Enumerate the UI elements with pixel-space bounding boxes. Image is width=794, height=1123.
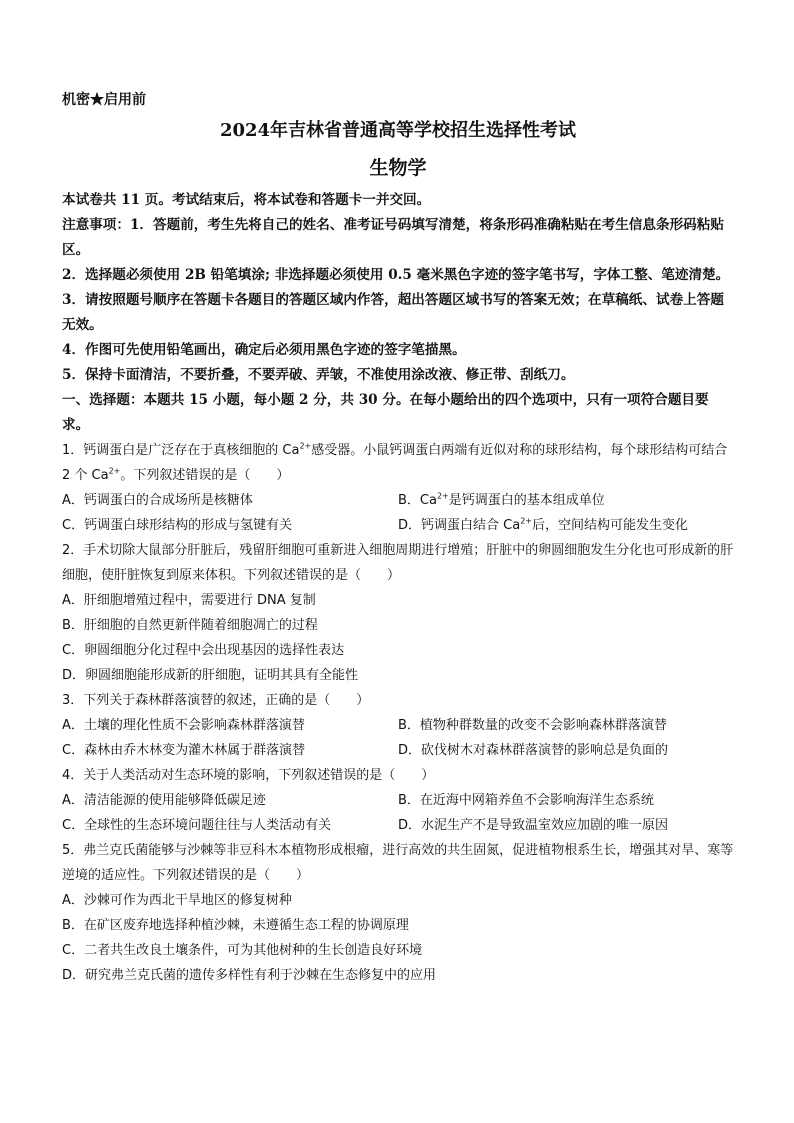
question-4 (62, 763, 734, 838)
note-2: 2．选择题必须使用 2B 铅笔填涂; 非选择题必须使用 0.5 毫米黑色字迹的签字笔书写，字体工整、笔迹清楚。 (62, 267, 730, 283)
option-d: D．卵圆细胞能形成新的肝细胞，证明其具有全能性 (62, 668, 359, 683)
question-5 (62, 838, 734, 988)
option-c: C．卵圆细胞分化过程中会出现基因的选择性表达 (62, 643, 345, 658)
confidential-label: 机密★启用前 (62, 92, 146, 108)
option-d: D．研究弗兰克氏菌的遗传多样性有利于沙棘在生态修复中的应用 (62, 968, 437, 983)
option-d: D．水泥生产不是导致温室效应加剧的唯一原因 (398, 818, 669, 833)
note-1: 注意事项：1．答题前，考生先将自己的姓名、准考证号码填写清楚，将条形码准确粘贴在考生信息条形码粘贴区。 (62, 217, 724, 258)
exam-page (62, 86, 734, 988)
option-d: D．砍伐树木对森林群落演替的影响总是负面的 (398, 743, 669, 758)
question-stem: 2．手术切除大鼠部分肝脏后，残留肝细胞可重新进入细胞周期进行增殖；肝脏中的卵圆细胞发生分化也可形成新的肝细胞，使肝脏恢复到原来体积。下列叙述错误的是（ ） (62, 543, 734, 583)
option-a: A．肝细胞增殖过程中，需要进行 DNA 复制 (62, 593, 316, 608)
option-b: B．植物种群数量的改变不会影响森林群落演替 (398, 718, 667, 733)
option-a: A．钙调蛋白的合成场所是核糖体 (62, 493, 253, 508)
option-c: C．钙调蛋白球形结构的形成与氢键有关 (62, 518, 293, 533)
option-b: B．在矿区废弃地选择种植沙棘，未遵循生态工程的协调原理 (62, 918, 409, 933)
question-2 (62, 538, 734, 688)
note-3: 3．请按照题号顺序在答题卡各题目的答题区域内作答，超出答题区域书写的答案无效；在草稿纸、试卷上答题无效。 (62, 292, 724, 333)
note-4: 4．作图可先使用铅笔画出，确定后必须用黑色字迹的签字笔描黑。 (62, 342, 466, 358)
question-stem: 3．下列关于森林群落演替的叙述，正确的是（ ） (62, 693, 370, 708)
question-1 (62, 438, 734, 538)
section-heading: 一、选择题：本题共 15 小题，每小题 2 分，共 30 分。在每小题给出的四个选项中，只有一项符合题目要求。 (62, 392, 709, 433)
note-5: 5．保持卡面清洁，不要折叠，不要弄破、弄皱，不准使用涂改液、修正带、刮纸刀。 (62, 367, 575, 383)
question-stem: 4．关于人类活动对生态环境的影响，下列叙述错误的是（ ） (62, 768, 435, 783)
option-a: A．清洁能源的使用能够降低碳足迹 (62, 793, 266, 808)
question-stem: 5．弗兰克氏菌能够与沙棘等非豆科木本植物形成根瘤，进行高效的共生固氮，促进植物根系生长，增强其对旱、寒等逆境的适应性。下列叙述错误的是（ ） (62, 843, 734, 883)
note-pages: 本试卷共 11 页。考试结束后，将本试卷和答题卡一并交回。 (62, 192, 431, 208)
option-a: A．沙棘可作为西北干旱地区的修复树种 (62, 893, 292, 908)
question-stem: 1．钙调蛋白是广泛存在于真核细胞的 $Ca^{2+}$感受器。小鼠钙调蛋白两端有近似对称的球形结构，每个球形结构可结合 2 个 $Ca^{2+}$。下列叙述错误的是（ ） (62, 441, 728, 483)
option-d: D．钙调蛋白结合 $Ca^{2+}$后，空间结构可能发生变化 (398, 516, 688, 533)
option-c: C．二者共生改良土壤条件，可为其他树种的生长创造良好环境 (62, 943, 423, 958)
option-b: B．在近海中网箱养鱼不会影响海洋生态系统 (398, 793, 654, 808)
option-b: B．$Ca^{2+}$是钙调蛋白的基本组成单位 (398, 491, 605, 508)
option-a: A．土壤的理化性质不会影响森林群落演替 (62, 718, 305, 733)
option-c: C．全球性的生态环境问题往往与人类活动有关 (62, 818, 332, 833)
option-b: B．肝细胞的自然更新伴随着细胞凋亡的过程 (62, 618, 318, 633)
subject-title: 生物学 (369, 157, 427, 179)
option-c: C．森林由乔木林变为灌木林属于群落演替 (62, 743, 306, 758)
instructions (62, 188, 734, 388)
exam-title: 2024年吉林省普通高等学校招生选择性考试 (219, 120, 577, 141)
question-3 (62, 688, 734, 763)
